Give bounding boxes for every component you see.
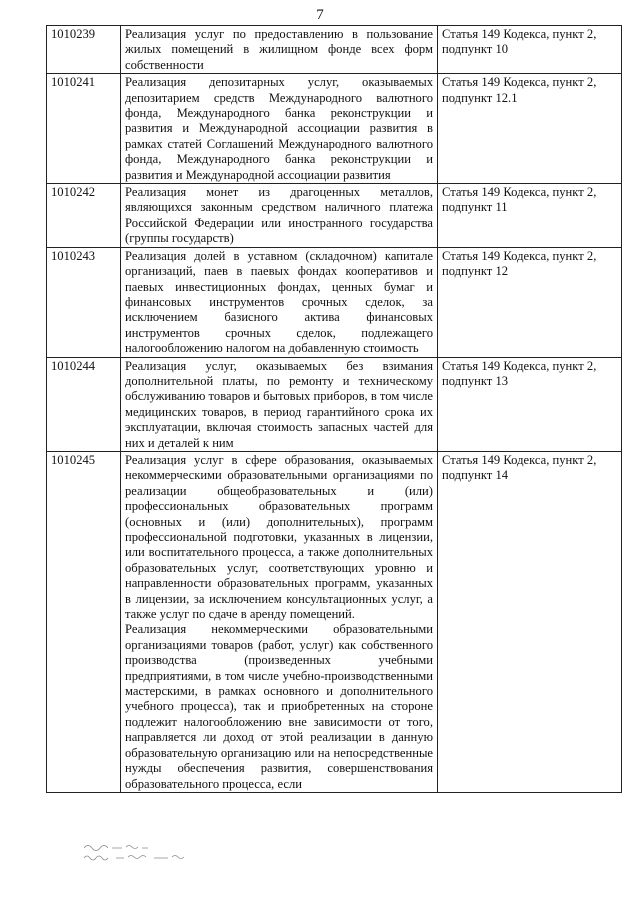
reference-cell: Статья 149 Кодекса, пункт 2, подпункт 11 xyxy=(438,184,622,248)
reference-cell: Статья 149 Кодекса, пункт 2, подпункт 12 xyxy=(438,247,622,357)
description-cell xyxy=(121,184,438,248)
reference-cell: Статья 149 Кодекса, пункт 2, подпункт 10 xyxy=(438,26,622,74)
description-cell xyxy=(121,26,438,74)
tax-code-table xyxy=(46,25,622,793)
page-number: 7 xyxy=(316,7,324,23)
code-cell: 1010241 xyxy=(47,74,121,184)
document-stamp xyxy=(82,841,232,863)
table-row xyxy=(47,247,622,357)
reference-cell: Статья 149 Кодекса, пункт 2, подпункт 14 xyxy=(438,451,622,792)
description-paragraph: Реализация услуг по предоставлению в пользование жилых помещений в жилищном фонде всех форм собственности xyxy=(125,27,433,72)
description-paragraph: Реализация депозитарных услуг, оказываемых депозитарием средств Международного валютного фонда, Международного банка реконструкции и развития и Международной ассоциации развития в рамках статей Соглашений Международного валютного фонда, Международного банка реконструкции и развития и Международной ассоциации развития xyxy=(125,75,433,182)
description-cell xyxy=(121,357,438,451)
description-paragraph: Реализация монет из драгоценных металлов, являющихся законным средством наличного платежа Российской Федерации или иностранного государства (группы государств) xyxy=(125,185,433,246)
description-cell xyxy=(121,451,438,792)
table-row xyxy=(47,451,622,792)
description-paragraph: Реализация услуг в сфере образования, оказываемых некоммерческими образовательными организациями по реализации общеобразовательных и (или) профессиональных образовательных программ (основных и (или) дополнительных), программ профессиональной подготовки, указанных в лицензии, или воспитательного процесса, а также дополнительных образовательных услуг, соответствующих уровню и направленности образовательных программ, указанных в лицензии, за исключением консультационных услуг, а также услуг по сдаче в аренду помещений. xyxy=(125,452,433,622)
description-paragraph: Реализация услуг, оказываемых без взимания дополнительной платы, по ремонту и техническому обслуживанию товаров и бытовых приборов, в том числе медицинских товаров, в период гарантийного срока их эксплуатации, включая стоимость запасных частей для них и деталей к ним xyxy=(125,358,433,450)
code-cell: 1010243 xyxy=(47,247,121,357)
description-cell xyxy=(121,247,438,357)
description-cell xyxy=(121,74,438,184)
code-cell: 1010239 xyxy=(47,26,121,74)
code-cell: 1010242 xyxy=(47,184,121,248)
table-row xyxy=(47,74,622,184)
code-cell: 1010245 xyxy=(47,451,121,792)
table-row xyxy=(47,26,622,74)
reference-cell: Статья 149 Кодекса, пункт 2, подпункт 13 xyxy=(438,357,622,451)
code-cell: 1010244 xyxy=(47,357,121,451)
description-paragraph: Реализация некоммерческими образовательными организациями товаров (работ, услуг) как собственного производства (произведенных учебными предприятиями, в том числе учебно-производственными мастерскими, в рамках основного и дополнительного учебного процесса), так и приобретенных на стороне подлежит налогообложению вне зависимости от того, направляется ли доход от этой реализации в данную образовательную организацию или на непосредственные нужды обеспечения развития, совершенствования образовательного процесса, если xyxy=(125,622,433,791)
description-paragraph: Реализация долей в уставном (складочном) капитале организаций, паев в паевых фондах кооперативов и паевых инвестиционных фондах, ценных бумаг и финансовых инструментов срочных сделок, за исключением базисного актива финансовых инструментов срочных сделок, подлежащего налогообложению налогом на добавленную стоимость xyxy=(125,248,433,356)
table-row xyxy=(47,357,622,451)
reference-cell: Статья 149 Кодекса, пункт 2, подпункт 12.1 xyxy=(438,74,622,184)
table-row xyxy=(47,184,622,248)
